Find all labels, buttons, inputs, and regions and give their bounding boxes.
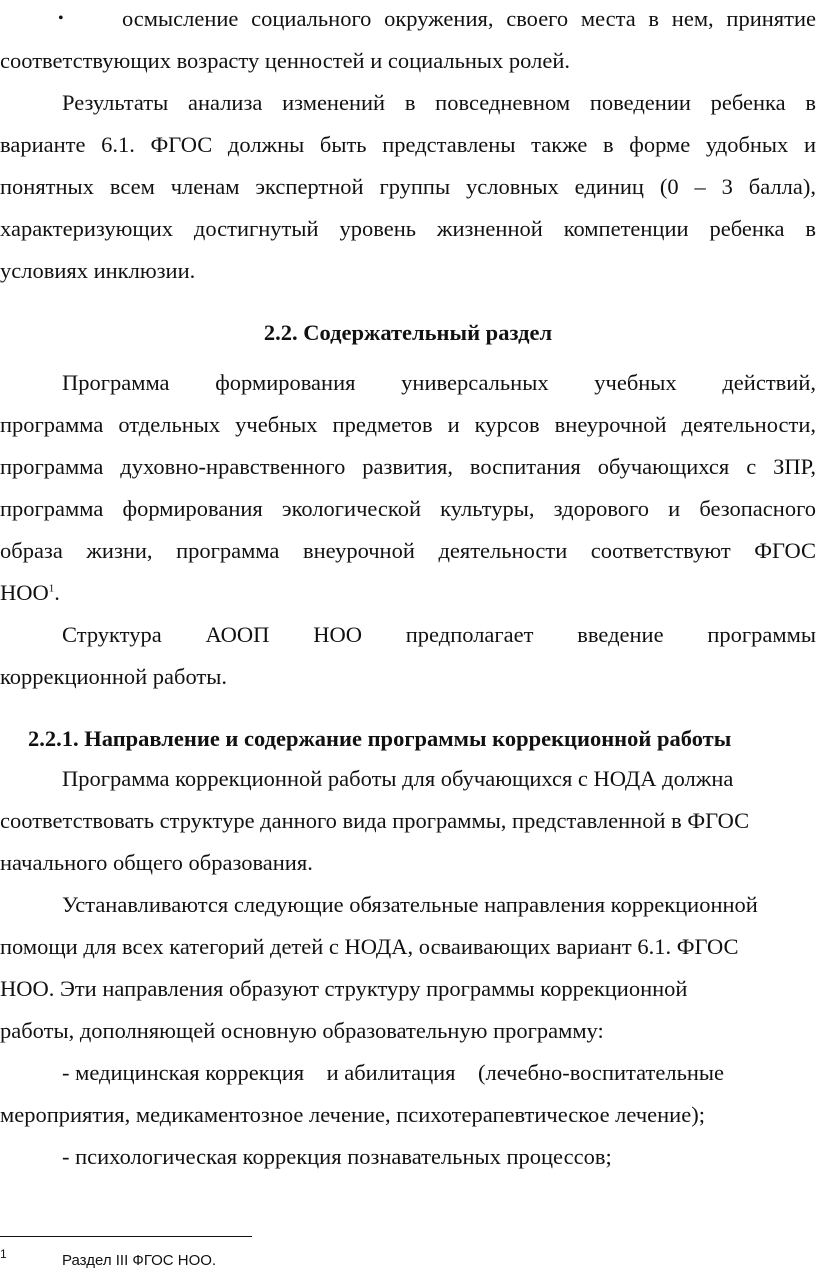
footnote-text: Раздел III ФГОС НОО. — [62, 1252, 217, 1269]
results-paragraph-line-4: характеризующих достигнутый уровень жизненной компетенции ребенка в — [0, 216, 816, 241]
footnote-number: 1 — [0, 1247, 7, 1261]
directions-paragraph-line-1: Устанавливаются следующие обязательные направления коррекционной — [62, 892, 758, 917]
bullet-text-line-1: осмысление социального окружения, своего места в нем, принятие — [122, 6, 816, 31]
structure-paragraph-line-2: коррекционной работы. — [0, 664, 227, 689]
programs-paragraph-period: . — [54, 580, 60, 605]
programs-paragraph-line-4: программа формирования экологической культуры, здорового и безопасного — [0, 496, 816, 521]
results-paragraph-line-3: понятных всем членам экспертной группы условных единиц (0 – 3 балла), — [0, 174, 816, 199]
results-paragraph-line-1: Результаты анализа изменений в повседневном поведении ребенка в — [62, 90, 816, 115]
list-item-medical-line-1: - медицинская коррекция и абилитация (лечебно-воспитательные — [62, 1060, 725, 1085]
results-paragraph-line-2: варианте 6.1. ФГОС должны быть представлены также в форме удобных и — [0, 132, 816, 157]
directions-paragraph-line-4: работы, дополняющей основную образовательную программу: — [0, 1018, 604, 1043]
programs-paragraph-line-1: Программа формирования универсальных учебных действий, — [62, 370, 816, 395]
footnote-separator — [0, 1236, 252, 1237]
section-heading: 2.2. Содержательный раздел — [263, 320, 553, 345]
list-item-medical-line-2: мероприятия, медикаментозное лечение, психотерапевтическое лечение); — [0, 1102, 705, 1127]
programs-paragraph-line-2: программа отдельных учебных предметов и курсов внеурочной деятельности, — [0, 412, 816, 437]
directions-paragraph-line-2: помощи для всех категорий детей с НОДА, осваивающих вариант 6.1. ФГОС — [0, 934, 739, 959]
directions-paragraph-line-3: НОО. Эти направления образуют структуру программы коррекционной — [0, 976, 688, 1001]
subsection-heading: 2.2.1. Направление и содержание программы коррекционной работы — [28, 726, 732, 751]
programs-paragraph-line-3: программа духовно-нравственного развития, воспитания обучающихся с ЗПР, — [0, 454, 816, 479]
correction-paragraph-line-1: Программа коррекционной работы для обучающихся с НОДА должна — [62, 766, 734, 791]
programs-paragraph-line-5: образа жизни, программа внеурочной деятельности соответствуют ФГОС — [0, 538, 816, 563]
structure-paragraph-line-1: Структура АООП НОО предполагает введение программы — [62, 622, 816, 647]
bullet-text-line-2: соответствующих возрасту ценностей и социальных ролей. — [0, 48, 570, 73]
list-item-psychological: - психологическая коррекция познавательных процессов; — [62, 1144, 612, 1169]
programs-paragraph-last-word: НОО — [0, 580, 49, 605]
footnote-reference: 1 — [48, 582, 55, 595]
programs-paragraph-line-6 — [0, 578, 816, 608]
bullet-marker: • — [58, 10, 64, 27]
correction-paragraph-line-2: соответствовать структуре данного вида программы, представленной в ФГОС — [0, 808, 750, 833]
correction-paragraph-line-3: начального общего образования. — [0, 850, 313, 875]
results-paragraph-line-5: условиях инклюзии. — [0, 258, 196, 283]
